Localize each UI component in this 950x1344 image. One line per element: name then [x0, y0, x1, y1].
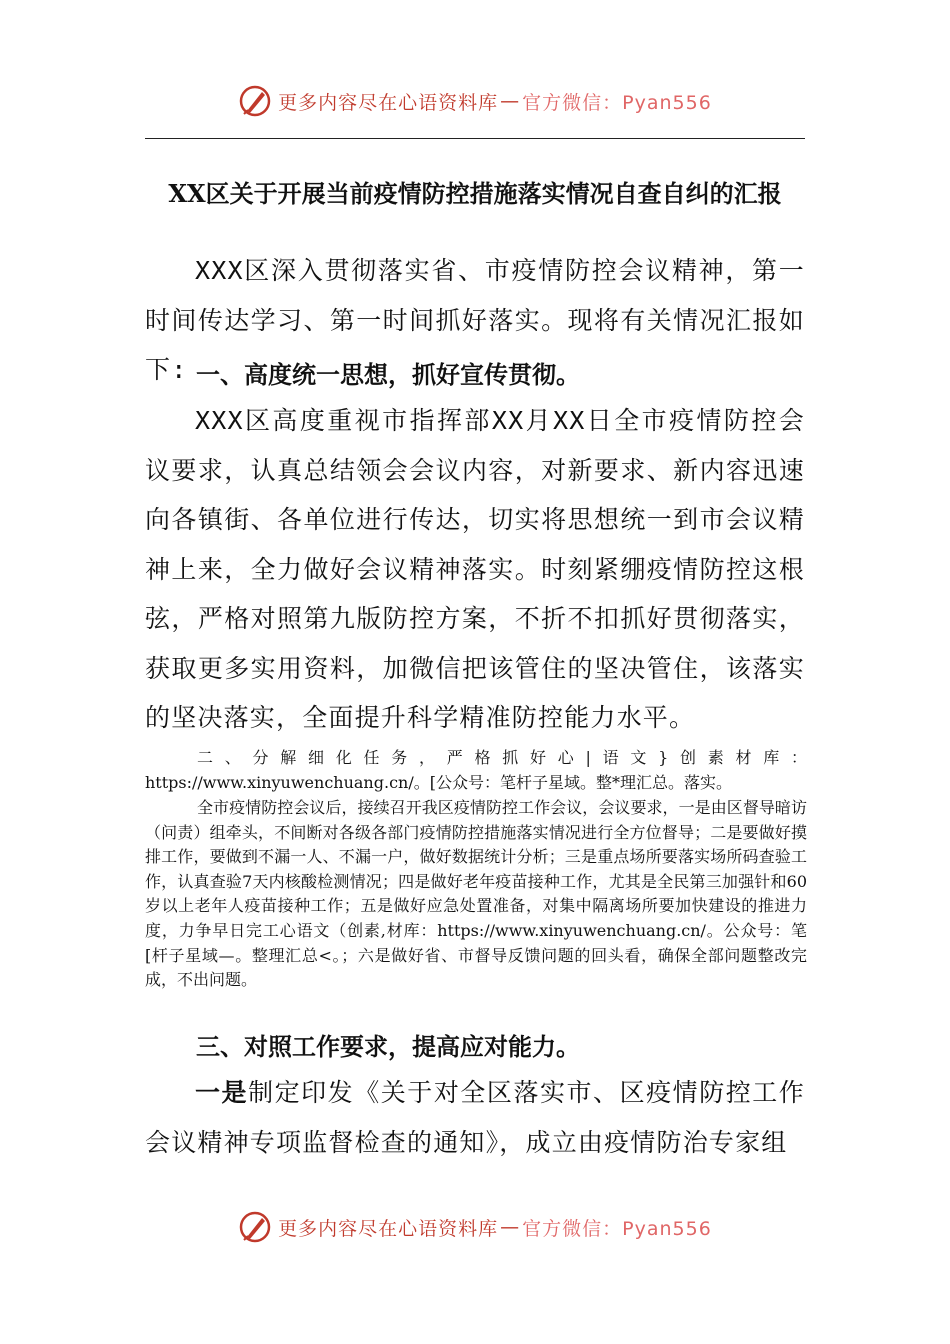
- quill-logo-icon: [238, 84, 272, 118]
- quill-logo-icon: [238, 1210, 272, 1244]
- section3-lead: 一是: [195, 1078, 249, 1107]
- banner-text: 更多内容尽在心语资料库: [278, 91, 499, 114]
- header-banner: [0, 84, 950, 118]
- document-title: XX区关于开展当前疫情防控措施落实情况自查自纠的汇报: [168, 179, 782, 208]
- banner-wechat: 官方微信：Pyan556: [522, 1217, 712, 1240]
- section2-heading: 二、分解细化任务，严格抓好心|语文}创素材库：https://www.xinyuwenchuang.cn/。[公众号：笔杆子星域。整*理汇总。落实。: [145, 748, 807, 792]
- banner-text: 更多内容尽在心语资料库: [278, 1217, 499, 1240]
- footer-banner: [0, 1210, 950, 1244]
- section3-heading: 三、对照工作要求，提高应对能力。: [196, 1033, 580, 1061]
- header-divider: [145, 138, 805, 139]
- section3-paragraph: [145, 1068, 805, 1167]
- banner-separator: —: [500, 1216, 521, 1238]
- intro-paragraph: XXX区深入贯彻落实省、市疫情防控会议精神，第一时间传达学习、第一时间抓好落实。现将有关情况汇报如下:: [145, 256, 805, 384]
- section1-body: XXX区高度重视市指挥部XX月XX日全市疫情防控会议要求，认真总结领会会议内容，对新要求、新内容迅速向各镇街、各单位进行传达，切实将思想统一到市会议精神上来，全力做好会议精神落实。时刻紧绷疫情防控这根弦，严格对照第九版防控方案，不折不扣抓好贯彻落实，获取更多实用资料，加微信把该管住的坚决管住，该落实的坚决落实，全面提升科学精准防控能力水平。: [145, 406, 805, 732]
- banner-separator: —: [500, 90, 521, 112]
- section2-body: 全市疫情防控会议后，接续召开我区疫情防控工作会议，会议要求，一是由区督导暗访（问责）组牵头，不间断对各级各部门疫情防控措施落实情况进行全方位督导；二是要做好摸排工作，要做到不漏一人、不漏一户，做好数据统计分析；三是重点场所要落实场所码查验工作，认真查验7天内核酸检测情况；四是做好老年疫苗接种工作，尤其是全民第三加强针和60岁以上老年人疫苗接种工作；五是做好应急处置准备，对集中隔离场所要加快建设的推进力度，力争早日完工心语文（创素,材库：https://www.xinyuwenchuang.cn/。公众号：笔[杆子星域—。整理汇总<。；六是做好省、市督导反馈问题的回头看，确保全部问题整改完成，不出问题。: [145, 798, 807, 990]
- section3-body: 制定印发《关于对全区落实市、区疫情防控工作会议精神专项监督检查的通知》，成立由疫情防治专家组: [145, 1078, 805, 1157]
- banner-wechat: 官方微信：Pyan556: [522, 91, 712, 114]
- section1-heading: 一、高度统一思想，抓好宣传贯彻。: [196, 361, 580, 389]
